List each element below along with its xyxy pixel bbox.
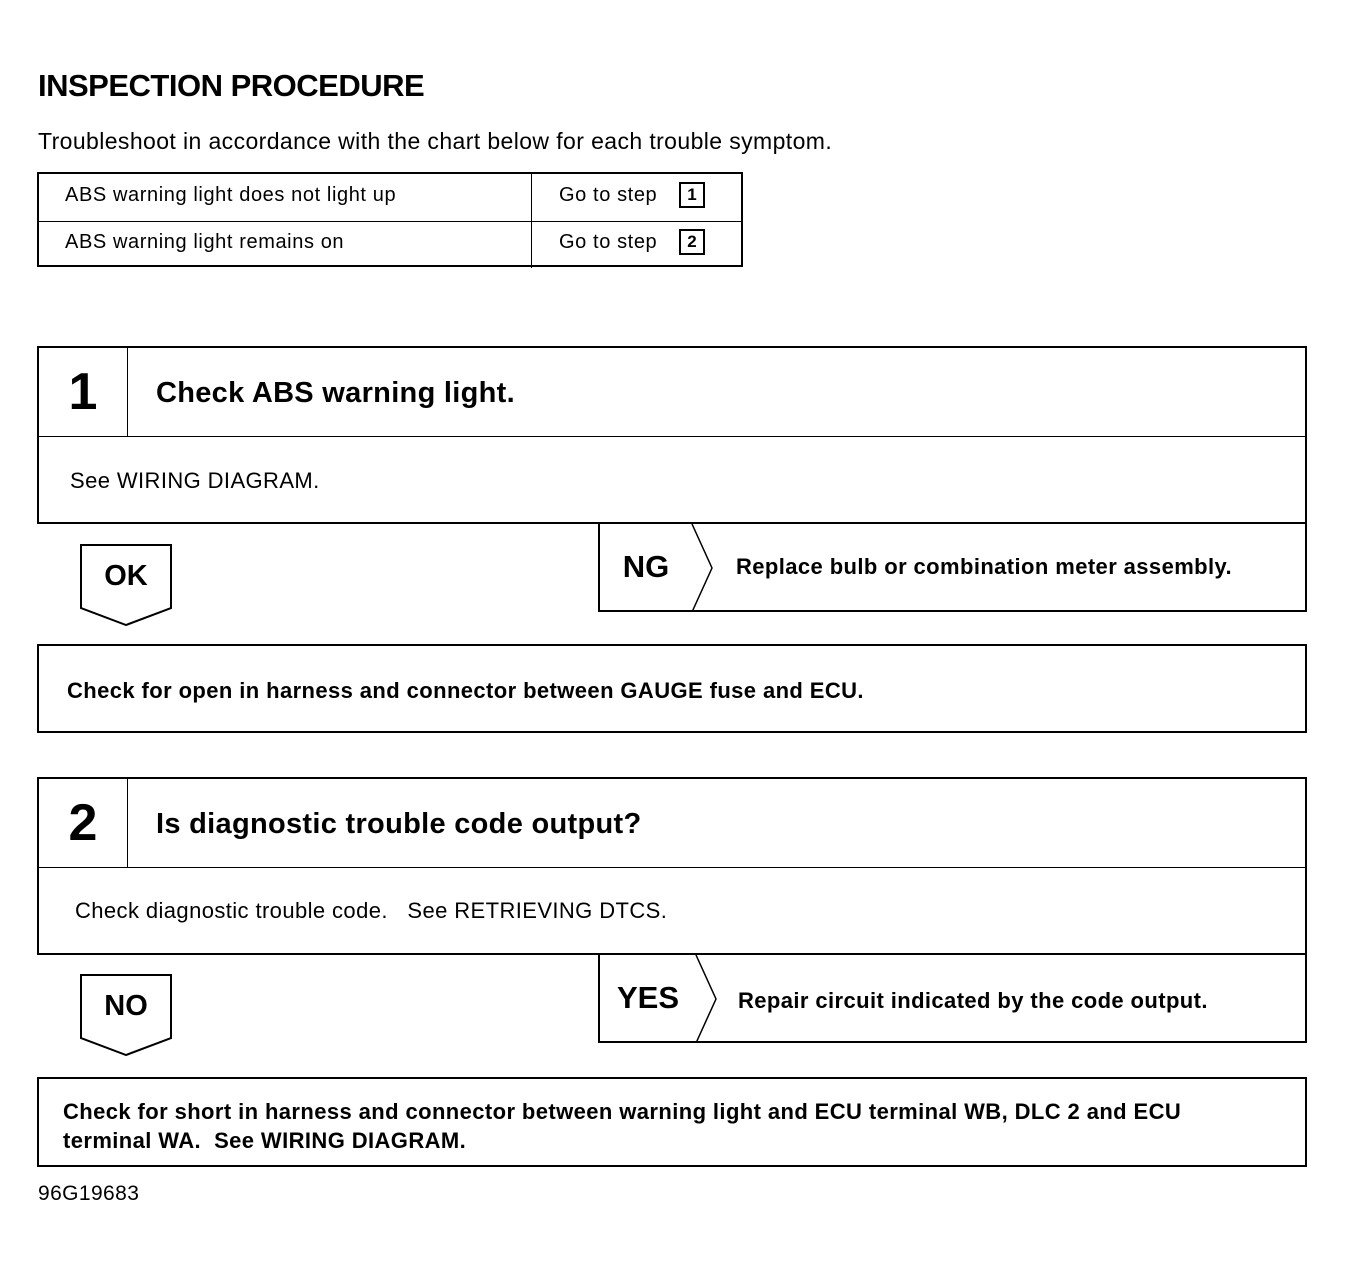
step-2-block (37, 777, 1307, 955)
step-title: Is diagnostic trouble code output? (156, 808, 642, 840)
step-number: 1 (39, 348, 128, 436)
symptom-description: ABS warning light remains on (65, 231, 345, 253)
step-number: 2 (39, 779, 128, 867)
goto-text: Go to step (559, 231, 658, 253)
step-reference[interactable]: 2 (679, 229, 705, 255)
table-divider (531, 174, 532, 221)
page-title: INSPECTION PROCEDURE (38, 68, 425, 103)
step-1-block (37, 346, 1307, 524)
figure-id: 96G19683 (38, 1182, 140, 1205)
step-1-ok-action (37, 644, 1307, 733)
ng-result-box (598, 523, 1307, 612)
yes-label: YES (616, 980, 680, 1015)
symptom-description: ABS warning light does not light up (65, 184, 397, 206)
ok-label: OK (104, 560, 148, 592)
yes-action: Repair circuit indicated by the code output. (738, 988, 1208, 1013)
goto-text: Go to step (559, 184, 658, 206)
chevron-right-icon (694, 955, 720, 1043)
step-title: Check ABS warning light. (156, 377, 515, 409)
chevron-right-icon (690, 524, 716, 612)
no-label: NO (104, 990, 148, 1022)
symptom-table (37, 172, 743, 267)
step-body: Check diagnostic trouble code. See RETRIEVING DTCS. (75, 898, 668, 923)
ok-arrow (80, 544, 172, 626)
action-text: Check for open in harness and connector between GAUGE fuse and ECU. (67, 678, 864, 703)
no-arrow (80, 974, 172, 1056)
action-text-line-1: Check for short in harness and connector between warning light and ECU terminal WB, DLC 2 and ECU (63, 1099, 1182, 1124)
action-text-line-2: terminal WA. See WIRING DIAGRAM. (63, 1128, 467, 1153)
symptom-row (39, 221, 741, 268)
table-divider (531, 221, 532, 268)
ng-action: Replace bulb or combination meter assembly. (736, 554, 1233, 579)
intro-text: Troubleshoot in accordance with the chart below for each trouble symptom. (38, 128, 833, 154)
step-reference[interactable]: 1 (679, 182, 705, 208)
symptom-row (39, 174, 741, 222)
ng-label: NG (622, 549, 670, 584)
step-2-header (39, 779, 1305, 868)
step-2-no-action (37, 1077, 1307, 1167)
step-1-header (39, 348, 1305, 437)
yes-result-box (598, 954, 1307, 1043)
step-body: See WIRING DIAGRAM. (70, 468, 320, 493)
